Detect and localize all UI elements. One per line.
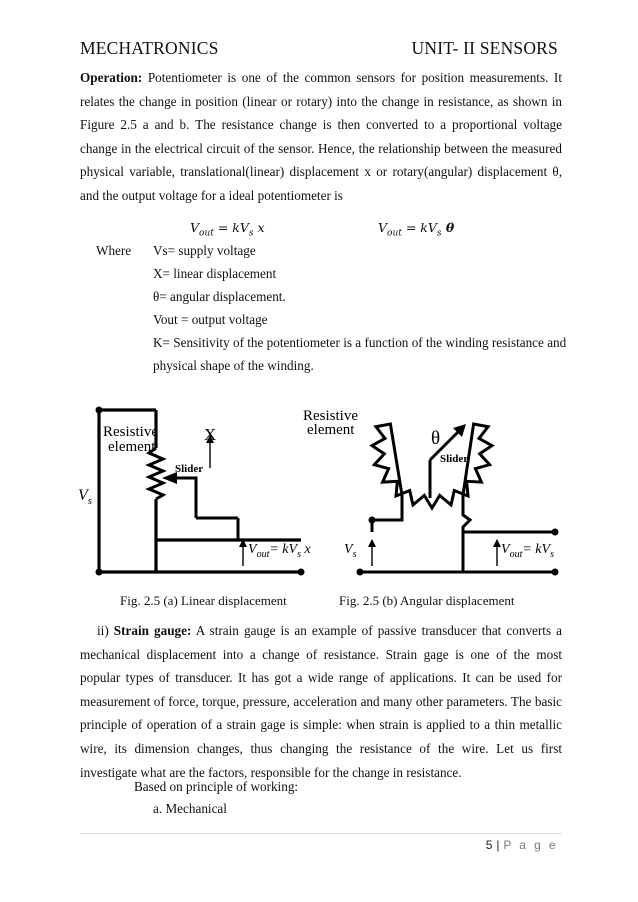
equation-linear: $V_{out} = kV_s$ x [190,220,265,239]
angular-potentiometer-diagram [303,408,559,576]
slider-label: Slider [440,453,469,465]
caption-fig-b: Fig. 2.5 (b) Angular displacement [339,593,515,608]
strain-gauge-paragraph: ii) Strain gauge: A strain gauge is an example of passive transducer that converts a mechanical displacement into a change of resistance. Strain gage is one of the most popular types of transducer. It has got a wide range of applications. It can be used for measurement of force, torque, pressure, acceleration and many other parameters. The basic principle of operation of a strain gage is simple: when strain is applied to a thin metallic wire, its dimension changes, thus changing the resistance of the wire. Let us first investigate what are the factors, responsible for the change in resistance. [80,623,563,780]
where-item: Vs= supply voltage [153,243,256,258]
terminal-dot [96,407,103,414]
x-label: X [204,425,217,444]
page-label: P a g e [503,838,558,852]
where-item: physical shape of the winding. [153,358,314,373]
slider-label: Slider [175,463,204,475]
terminal-dot [96,569,103,576]
header-right: UNIT- II SENSORS [411,38,558,58]
terminal-dot [298,569,305,576]
terminal-dot [552,569,559,576]
page-footer: 5 | P a g e [485,838,558,852]
header-left: MECHATRONICS [80,38,219,58]
resistive-label: Resistive [103,424,158,440]
equation-angular: $V_{out} = kV_s$ θ [378,220,455,239]
slider-wire [176,478,196,518]
strain-gauge-label: Strain gauge: [113,623,192,638]
footer-rule [80,833,562,834]
operation-paragraph [80,66,562,208]
linear-potentiometer-diagram [78,407,311,576]
where-item: Vout = output voltage [153,312,268,327]
where-label: Where [96,243,132,258]
terminal-dot [552,529,559,536]
element-label: element [108,439,156,455]
list-item-mechanical: a. Mechanical [153,801,227,816]
operation-text: Potentiometer is one of the common sensors for position measurements. It relates the change in position (linear or rotary) into the change in resistance, as shown in Figure 2.5 a and b. The resistance change is then converted to a proportional voltage change in the electrical circuit of the sensor. Hence, the relationship between the measured physical variable, translational(linear) displacement x or rotary(angular) displacement θ, and the output voltage for a ideal potentiometer is [80,70,562,203]
vs-label: $V_s$ [344,542,357,560]
where-item: K= Sensitivity of the potentiometer is a function of the winding resistance and [153,335,567,350]
resistor-zigzag [149,448,163,499]
strain-gauge-text: A strain gauge is an example of passive transducer that converts a mechanical displacement into a change of resistance. Strain gage is one of the most popular types of transducer. It has got a wide range of applications. It can be used for measurement of force, torque, pressure, acceleration and many other parameters. The basic principle of operation of a strain gage is simple: when strain is applied to a thin metallic wire, its dimension changes, thus changing the resistance of the wire. Let us first investigate what are the factors, responsible for the change in resistance. [80,623,563,780]
where-item: θ= angular displacement. [153,289,286,304]
terminal-dot [357,569,364,576]
page-number: 5 [485,838,493,852]
where-item: X= linear displacement [153,266,277,281]
vout-label: $V_{out}= kV_s$ [501,542,554,560]
caption-fig-a: Fig. 2.5 (a) Linear displacement [120,593,287,608]
ring-left-lead [372,495,402,520]
element-label: element [307,422,355,438]
resistive-label: Resistive [303,408,358,424]
theta-label: θ [431,428,441,449]
vout-label: $V_{out}= kV_s$ x [248,542,311,560]
based-on-heading: Based on principle of working: [134,779,299,794]
vs-label: $V_s$ [78,487,93,507]
operation-label: Operation: [80,70,143,85]
terminal-dot [369,517,376,524]
potentiometer-figure [0,370,638,585]
